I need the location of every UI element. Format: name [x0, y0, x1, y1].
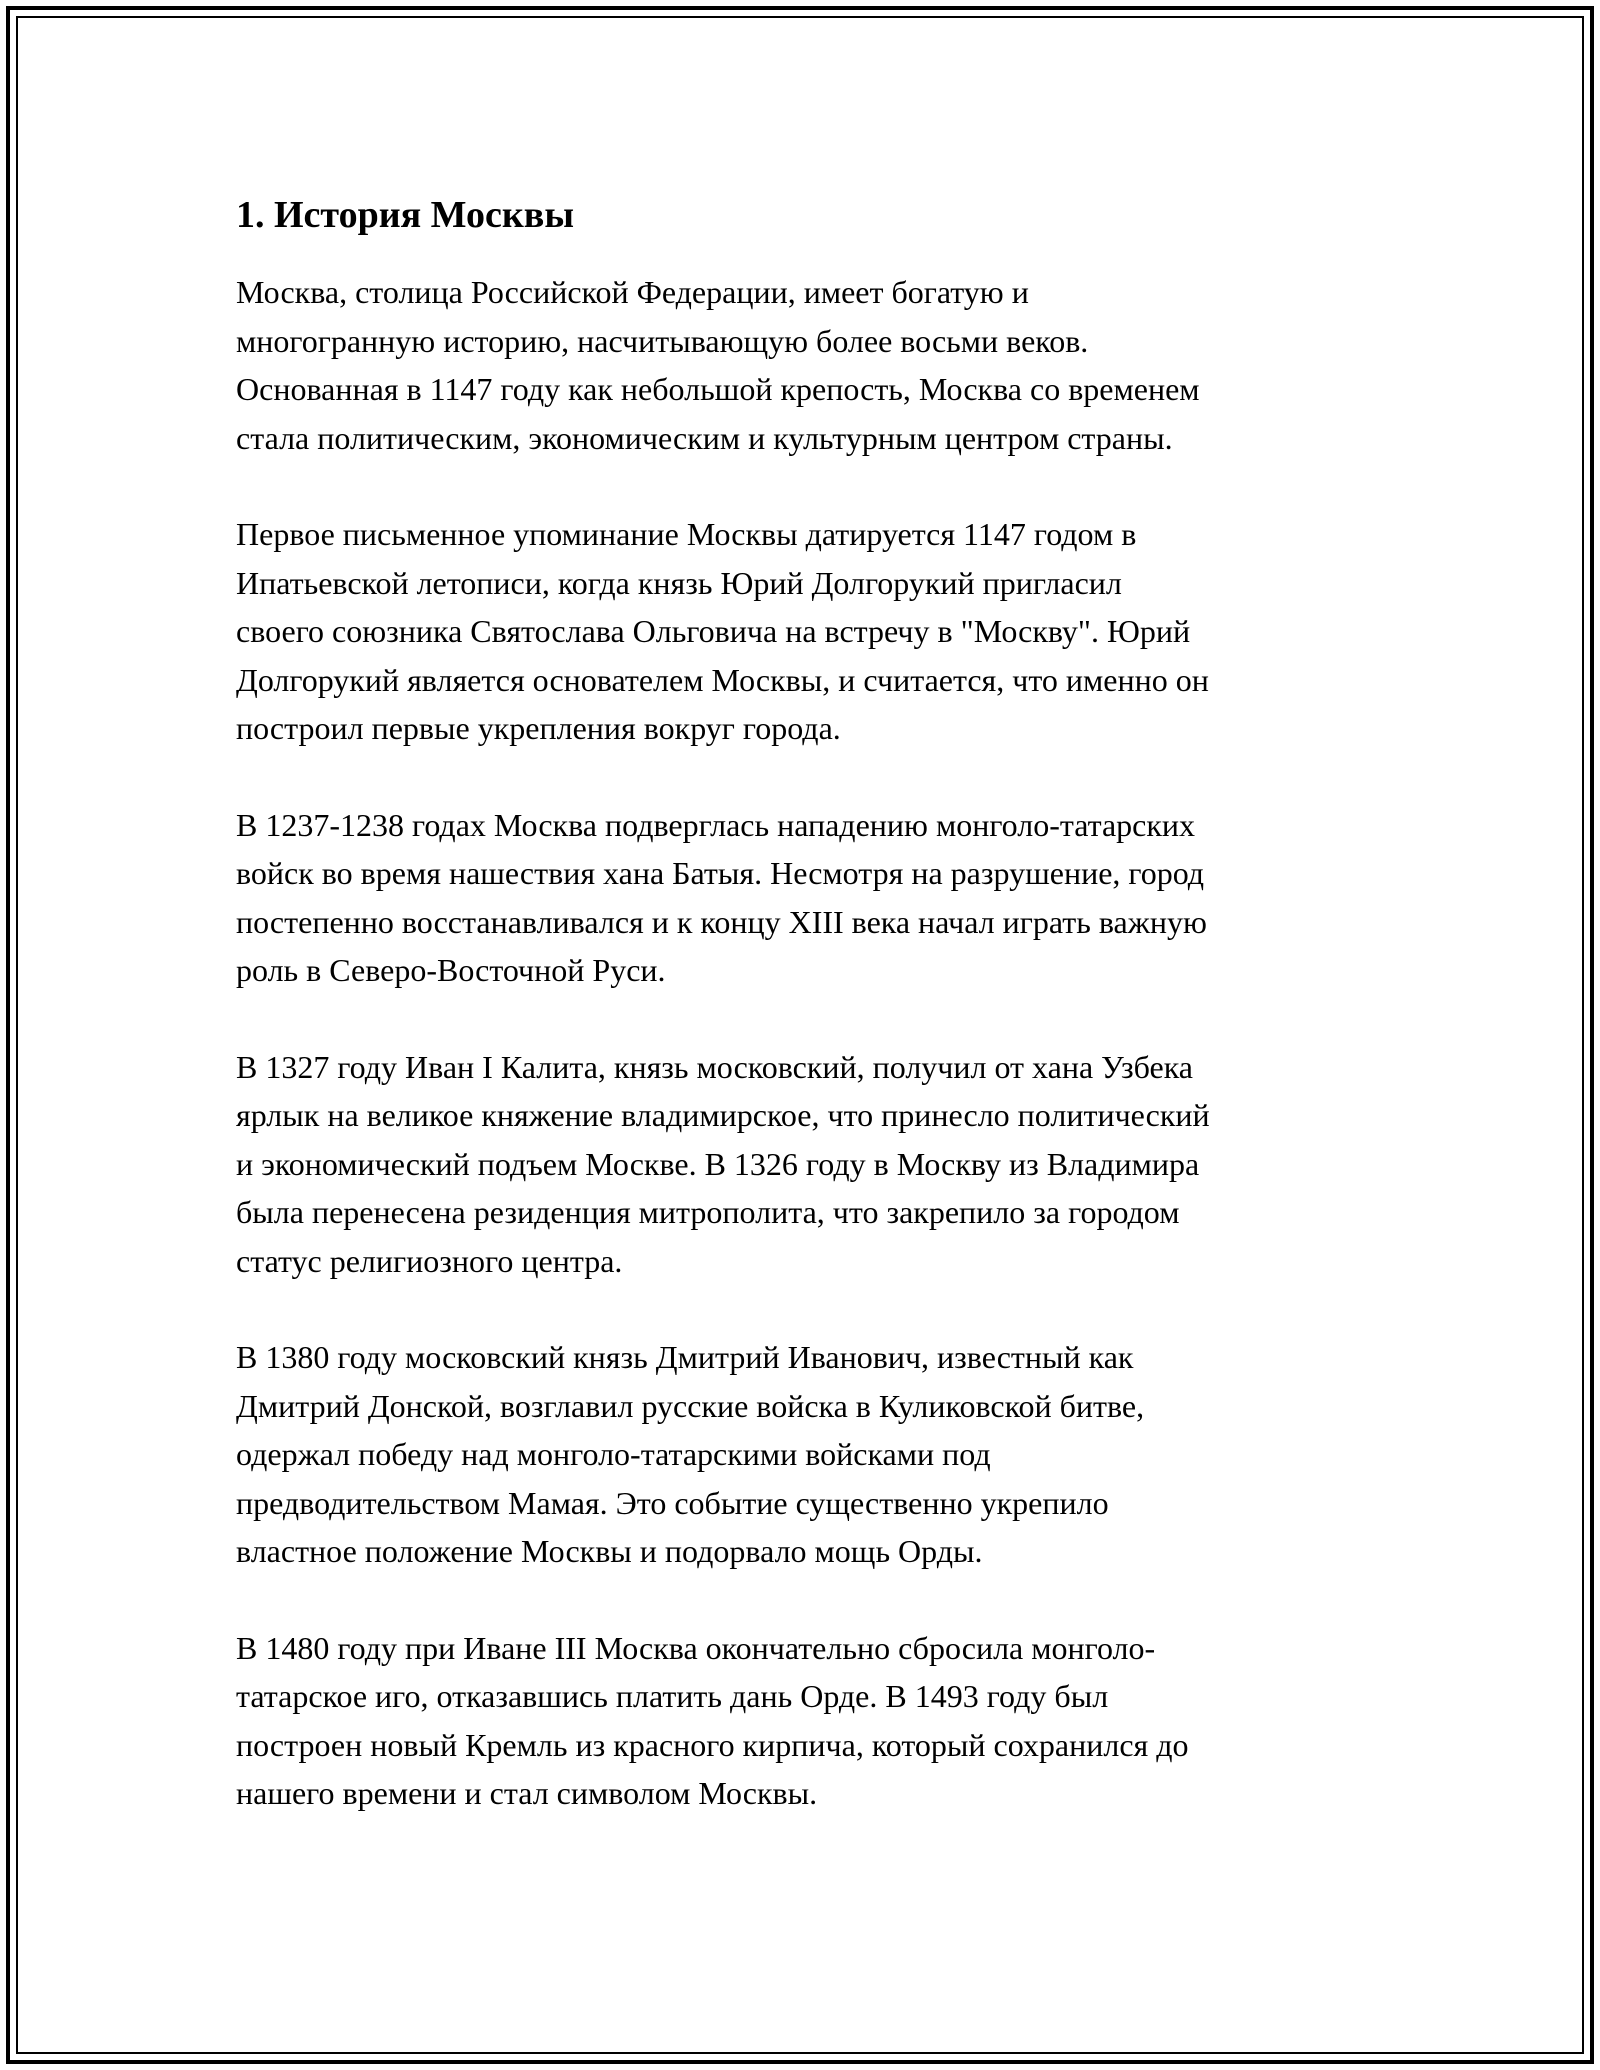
document-body — [236, 190, 1366, 1866]
paragraph-kulikovo-battle: В 1380 году московский князь Дмитрий Иванович, известный как Дмитрий Донской, возглавил русские войска в Куликовской битве, одержал победу над монголо-татарскими войсками под предводительством Мамая. Это событие существенно укрепило властное положение Москвы и подорвало мощь Орды. — [236, 1339, 1145, 1569]
paragraph-first-mention: Первое письменное упоминание Москвы датируется 1147 годом в Ипатьевской летописи, когда князь Юрий Долгорукий пригласил своего союзника Святослава Ольговича на встречу в "Москву". Юрий Долгорукий является основателем Москвы, и считается, что именно он построил первые укрепления вокруг города. — [236, 516, 1209, 746]
paragraph-founding: Москва, столица Российской Федерации, имеет богатую и многогранную историю, насчитывающую более восьми веков. Основанная в 1147 году как небольшой крепость, Москва со временем стала политическим, экономическим и культурным центром страны. — [236, 274, 1200, 456]
paragraph-ivan-iii: В 1480 году при Иване III Москва окончательно сбросила монголо- татарское иго, отказавшись платить дань Орде. В 1493 году был построен новый Кремль из красного кирпича, который сохранился до нашего времени и стал символом Москвы. — [236, 1629, 1189, 1811]
section-heading: 1. История Москвы — [236, 194, 574, 236]
paragraph-ivan-kalita: В 1327 году Иван I Калита, князь московский, получил от хана Узбека ярлык на великое княжение владимирское, что принесло политический и экономический подъем Москве. В 1326 году в Москву из Владимира была перенесена резиденция митрополита, что закрепило за городом статус религиозного центра. — [236, 1048, 1210, 1279]
paragraph-mongol-invasion: В 1237-1238 годах Москва подверглась нападению монголо-татарских войск во время нашествия хана Батыя. Несмотря на разрушение, город постепенно восстанавливался и к концу XIII века начал играть важную роль в Северо-Восточной Руси. — [236, 806, 1207, 988]
